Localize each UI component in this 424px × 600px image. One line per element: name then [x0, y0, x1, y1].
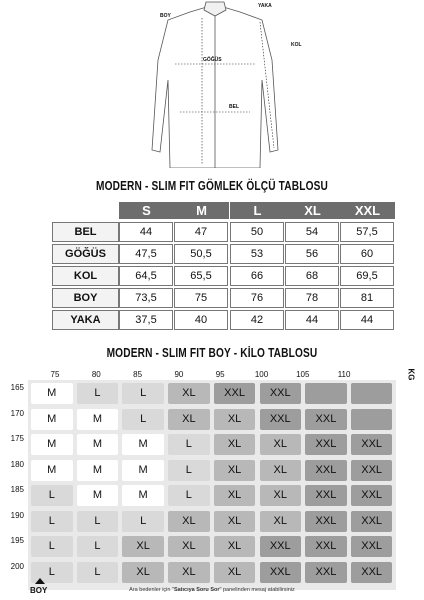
- size-header-xxl: XXL: [340, 202, 395, 219]
- footnote: [0, 587, 424, 593]
- grid-cell: L: [168, 434, 210, 455]
- grid-cell: L: [122, 511, 164, 532]
- size-table-cell: 66: [230, 266, 284, 286]
- grid-cell: XXL: [305, 511, 347, 532]
- grid-cell: XL: [122, 536, 164, 557]
- size-header-xl: XL: [285, 202, 340, 219]
- size-header-s: S: [119, 202, 174, 219]
- size-table-cell: 75: [174, 288, 228, 308]
- kg-tick: 110: [337, 370, 351, 379]
- grid-cell: XL: [260, 511, 302, 532]
- grid-cell: M: [31, 434, 73, 455]
- grid-cell: XL: [168, 511, 210, 532]
- size-table-cell: 78: [285, 288, 339, 308]
- row-label: KOL: [52, 266, 119, 286]
- size-table-cell: 57,5: [340, 222, 394, 242]
- label-bel: BEL: [229, 104, 239, 110]
- size-table-cell: 76: [230, 288, 284, 308]
- size-table-cell: 50: [230, 222, 284, 242]
- row-label: BEL: [52, 222, 119, 242]
- size-table-cell: 44: [340, 310, 394, 330]
- grid-cell: L: [31, 562, 73, 583]
- size-grid: [28, 380, 396, 590]
- grid-cell: XL: [214, 562, 256, 583]
- shirt-diagram: [150, 0, 280, 168]
- grid-cell: XXL: [351, 511, 393, 532]
- grid-cell: XL: [214, 434, 256, 455]
- size-table-cell: 44: [285, 310, 339, 330]
- grid-cell: XXL: [351, 562, 393, 583]
- grid-cell: XL: [168, 562, 210, 583]
- grid-cell: XL: [260, 434, 302, 455]
- size-table-cell: 81: [340, 288, 394, 308]
- grid-cell: L: [77, 536, 119, 557]
- grid-cell: [351, 383, 393, 404]
- grid-cell: M: [77, 460, 119, 481]
- grid-cell: L: [31, 511, 73, 532]
- grid-cell: XXL: [305, 485, 347, 506]
- grid-cell: M: [77, 434, 119, 455]
- grid-cell: L: [31, 485, 73, 506]
- grid-cell: L: [77, 383, 119, 404]
- size-table-cell: 47,5: [119, 244, 173, 264]
- size-table-cell: 37,5: [119, 310, 173, 330]
- grid-cell: XXL: [260, 536, 302, 557]
- grid-cell: L: [122, 409, 164, 430]
- footnote-highlight: Satıcıya Soru Sor: [173, 587, 220, 593]
- grid-cell: XL: [214, 485, 256, 506]
- size-header-m: M: [174, 202, 229, 219]
- size-table-cell: 50,5: [174, 244, 228, 264]
- grid-cell: XXL: [305, 460, 347, 481]
- size-table-cell: 60: [340, 244, 394, 264]
- size-table-cell: 53: [230, 244, 284, 264]
- grid-cell: XXL: [260, 562, 302, 583]
- size-table-cell: 56: [285, 244, 339, 264]
- size-table-cell: 65,5: [174, 266, 228, 286]
- kg-axis-label: KG: [406, 368, 416, 381]
- label-gogus: GÖĞÜS: [203, 57, 222, 63]
- row-label: YAKA: [52, 310, 119, 330]
- grid-cell: M: [122, 434, 164, 455]
- size-table-cell: 73,5: [119, 288, 173, 308]
- grid-cell: XL: [260, 485, 302, 506]
- grid-cell: XXL: [305, 434, 347, 455]
- kg-tick: 95: [215, 370, 225, 379]
- grid-cell: XXL: [351, 460, 393, 481]
- grid-cell: XL: [168, 536, 210, 557]
- boy-tick: 190: [10, 510, 24, 520]
- boy-tick: 175: [10, 434, 24, 443]
- size-table-cell: 54: [285, 222, 339, 242]
- grid-cell: L: [168, 460, 210, 481]
- row-label: GÖĞÜS: [52, 244, 119, 264]
- grid-cell: XL: [168, 383, 210, 404]
- grid-cell: XXL: [351, 536, 393, 557]
- size-table-cell: 42: [230, 310, 284, 330]
- grid-cell: XL: [214, 536, 256, 557]
- grid-cell: M: [31, 460, 73, 481]
- grid-cell: M: [31, 409, 73, 430]
- shirt-outline-icon: [152, 2, 278, 168]
- grid-cell: XL: [214, 460, 256, 481]
- label-boy: BOY: [160, 13, 171, 19]
- footnote-text-before: Ara bedenler için ": [129, 587, 174, 593]
- grid-cell: [351, 409, 393, 430]
- grid-cell: XXL: [351, 434, 393, 455]
- boy-tick: 180: [10, 459, 24, 469]
- grid-cell: XL: [260, 460, 302, 481]
- boy-tick: 170: [10, 408, 24, 418]
- grid-cell: L: [77, 562, 119, 583]
- size-table-title: MODERN - SLIM FIT GÖMLEK ÖLÇÜ TABLOSU: [95, 178, 329, 193]
- grid-cell: XXL: [305, 536, 347, 557]
- size-table-cell: 40: [174, 310, 228, 330]
- grid-cell: M: [122, 460, 164, 481]
- size-table-cell: 44: [119, 222, 173, 242]
- grid-cell: [305, 383, 347, 404]
- boy-arrow-icon: [35, 578, 45, 584]
- grid-cell: M: [122, 485, 164, 506]
- grid-cell: XL: [214, 511, 256, 532]
- size-table: [52, 202, 384, 334]
- grid-cell: XXL: [305, 562, 347, 583]
- boy-tick: 200: [10, 561, 24, 571]
- grid-cell: XXL: [305, 409, 347, 430]
- grid-cell: XL: [214, 409, 256, 430]
- kg-tick: 100: [254, 370, 269, 379]
- grid-cell: L: [168, 485, 210, 506]
- grid-title: MODERN - SLIM FIT BOY - KİLO TABLOSU: [106, 345, 318, 360]
- kg-tick: 90: [174, 370, 184, 379]
- grid-cell: L: [77, 511, 119, 532]
- kg-tick: 75: [50, 370, 60, 379]
- grid-cell: XXL: [260, 409, 302, 430]
- kg-tick: 105: [296, 370, 310, 379]
- size-header-l: L: [230, 202, 285, 219]
- label-yaka: YAKA: [258, 3, 272, 9]
- size-table-cell: 68: [285, 266, 339, 286]
- boy-tick: 165: [10, 383, 24, 392]
- kg-tick: 80: [91, 370, 101, 379]
- grid-cell: L: [122, 383, 164, 404]
- label-kol: KOL: [291, 42, 302, 48]
- grid-cell: M: [31, 383, 73, 404]
- grid-cell: L: [31, 536, 73, 557]
- boy-tick: 185: [10, 485, 24, 494]
- grid-cell: M: [77, 409, 119, 430]
- row-label: BOY: [52, 288, 119, 308]
- size-table-cell: 47: [174, 222, 228, 242]
- grid-cell: XXL: [351, 485, 393, 506]
- footnote-text-after: " panelinden mesaj atabilirsiniz: [219, 587, 295, 593]
- kg-tick: 85: [133, 370, 143, 379]
- size-table-cell: 64,5: [119, 266, 173, 286]
- boy-tick: 195: [10, 536, 24, 545]
- size-table-cell: 69,5: [340, 266, 394, 286]
- boy-axis-label: BOY: [30, 586, 48, 595]
- grid-cell: XL: [122, 562, 164, 583]
- grid-cell: XXL: [214, 383, 256, 404]
- grid-cell: XL: [168, 409, 210, 430]
- grid-cell: XXL: [260, 383, 302, 404]
- grid-cell: M: [77, 485, 119, 506]
